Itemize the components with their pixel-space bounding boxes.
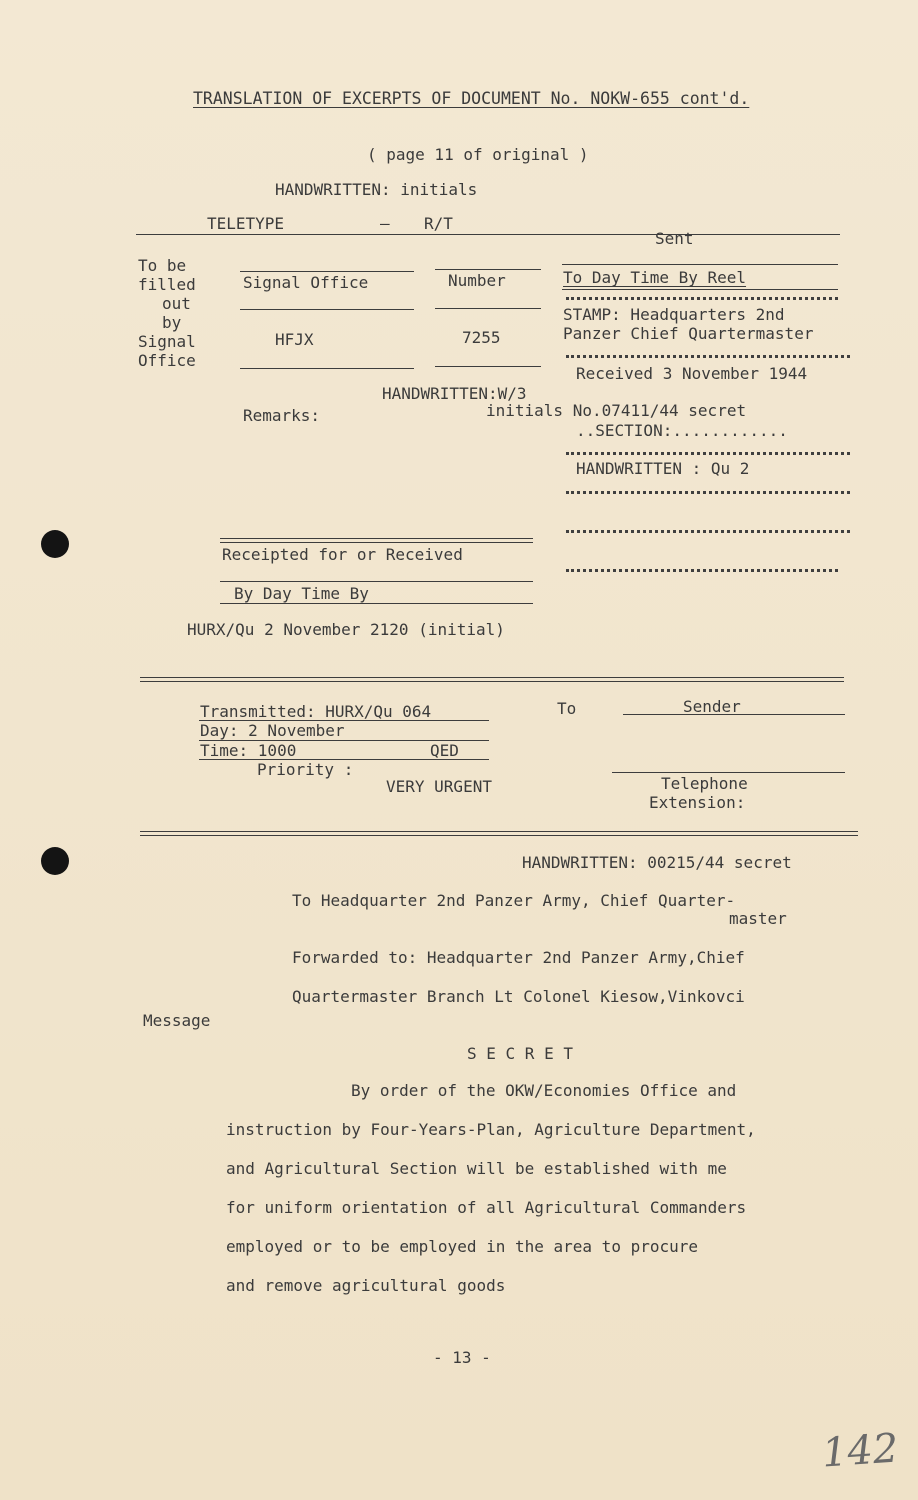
message-label: Message — [143, 1011, 211, 1030]
stamp-line-1: STAMP: Headquarters 2nd — [563, 305, 785, 324]
dotted-line-6 — [566, 569, 838, 572]
sent-label: Sent — [655, 229, 694, 248]
handwritten-qu2: HANDWRITTEN : Qu 2 — [576, 459, 750, 478]
remarks-label: Remarks: — [243, 406, 321, 425]
dotted-line-3 — [566, 452, 850, 455]
time-line: Time: 1000 — [200, 741, 297, 760]
section-divider-2a — [140, 831, 858, 832]
transmitted-line: Transmitted: HURX/Qu 064 — [200, 702, 432, 721]
stamp-line-2: Panzer Chief Quartermaster — [563, 324, 814, 343]
teletype-rule — [136, 234, 840, 235]
body-line-2: instruction by Four-Years-Plan, Agriculture Department, — [226, 1120, 756, 1139]
receipt-columns: By Day Time By — [234, 584, 369, 603]
initials-number-secret: initials No.07411/44 secret — [486, 401, 747, 420]
telephone-label: Telephone — [661, 774, 748, 793]
page-reference: ( page 11 of original ) — [367, 145, 589, 164]
signal-office-bottom-rule — [240, 368, 414, 369]
side-label-line-5: Signal — [138, 332, 196, 351]
number-mid-rule — [435, 308, 541, 309]
day-line: Day: 2 November — [200, 721, 345, 740]
side-label-line-4: by — [162, 313, 182, 332]
teletype-dash: – — [380, 214, 390, 233]
signal-office-label: Signal Office — [243, 273, 369, 292]
section-divider-1a — [140, 677, 844, 678]
body-line-6: and remove agricultural goods — [226, 1276, 506, 1295]
to-headquarter-line-2: master — [729, 909, 787, 928]
number-value: 7255 — [462, 328, 501, 347]
section-divider-2b — [140, 835, 858, 836]
punch-hole-bottom — [41, 847, 69, 875]
handwritten-page-number: 142 — [820, 1425, 900, 1477]
section-divider-1b — [140, 681, 844, 682]
receipt-bottom-rule — [220, 603, 533, 604]
dotted-line-1 — [566, 297, 838, 300]
body-line-1: By order of the OKW/Economies Office and — [351, 1081, 737, 1100]
sent-top-rule — [562, 264, 838, 265]
dotted-line-2 — [566, 355, 850, 358]
sender-rule — [623, 714, 845, 715]
telephone-rule — [612, 772, 845, 773]
side-label-line-1: To be — [138, 256, 187, 275]
number-top-rule — [435, 269, 541, 270]
side-label-line-3: out — [162, 294, 191, 313]
handwritten-reference: HANDWRITTEN: 00215/44 secret — [522, 853, 792, 872]
forwarded-line-1: Forwarded to: Headquarter 2nd Panzer Army,Chief — [292, 948, 745, 967]
punch-hole-top — [41, 530, 69, 558]
qed-label: QED — [430, 741, 459, 760]
body-line-3: and Agricultural Section will be established with me — [226, 1159, 727, 1178]
page-number: - 13 - — [433, 1348, 491, 1367]
body-line-5: employed or to be employed in the area to procure — [226, 1237, 699, 1256]
sent-columns-rule — [562, 289, 838, 290]
sent-columns-header: To Day Time By Reel — [563, 268, 747, 287]
received-date: Received 3 November 1944 — [576, 364, 808, 383]
teletype-label: TELETYPE — [207, 214, 285, 233]
signal-office-top-rule — [240, 271, 414, 272]
section-line: ..SECTION:............ — [576, 421, 788, 440]
receipt-mid-rule — [220, 581, 533, 582]
dotted-line-4 — [566, 491, 850, 494]
dotted-line-5 — [566, 530, 850, 533]
extension-label: Extension: — [649, 793, 746, 812]
very-urgent: VERY URGENT — [386, 777, 492, 796]
body-line-4: for uniform orientation of all Agricultural Commanders — [226, 1198, 747, 1217]
priority-label: Priority : — [257, 760, 354, 779]
rt-label: R/T — [424, 214, 453, 233]
receipted-label: Receipted for or Received — [222, 545, 463, 564]
handwritten-w3: HANDWRITTEN:W/3 — [382, 384, 527, 403]
hurx-received-line: HURX/Qu 2 November 2120 (initial) — [187, 620, 505, 639]
handwritten-initials-note: HANDWRITTEN: initials — [275, 180, 478, 199]
signal-office-value: HFJX — [275, 330, 314, 349]
side-label-line-2: filled — [138, 275, 196, 294]
number-label: Number — [448, 271, 506, 290]
receipt-top-rule-2 — [220, 542, 533, 543]
to-headquarter-line-1: To Headquarter 2nd Panzer Army, Chief Quarter- — [292, 891, 736, 910]
secret-heading: S E C R E T — [467, 1044, 573, 1063]
document-title: TRANSLATION OF EXCERPTS OF DOCUMENT No. NOKW-655 cont'd. — [193, 89, 750, 108]
signal-office-mid-rule — [240, 309, 414, 310]
sender-label: Sender — [683, 697, 741, 716]
receipt-top-rule — [220, 538, 533, 539]
to-label: To — [557, 699, 577, 718]
side-label-line-6: Office — [138, 351, 196, 370]
number-bottom-rule — [435, 366, 541, 367]
forwarded-line-2: Quartermaster Branch Lt Colonel Kiesow,Vinkovci — [292, 987, 745, 1006]
